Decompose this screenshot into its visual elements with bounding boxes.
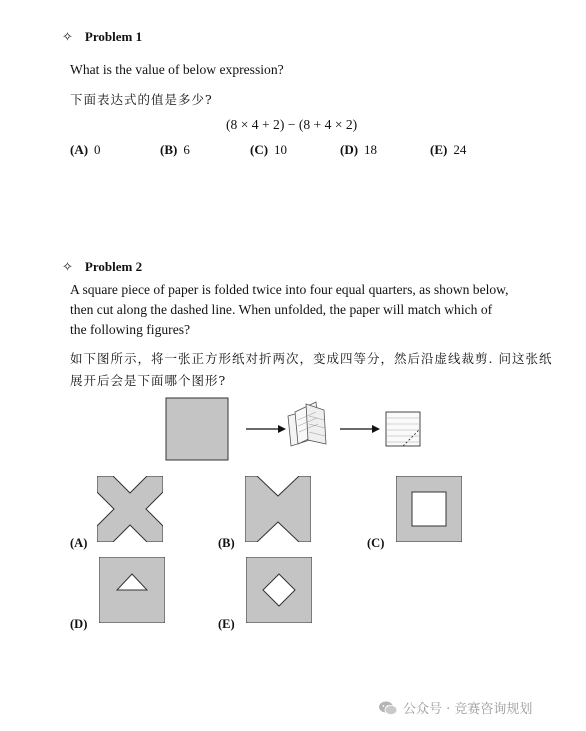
problem-2-question-cn [70, 348, 552, 392]
arrow-right-icon [340, 425, 380, 433]
option-d-figure [99, 557, 165, 623]
option-a-figure [97, 476, 163, 542]
choice-c [250, 142, 287, 158]
choice-c-letter: (C) [250, 142, 269, 157]
option-b-figure [245, 476, 311, 542]
choice-b-value: 6 [183, 142, 190, 157]
choice-e-value: 24 [453, 142, 467, 157]
folding-diagram [160, 394, 450, 464]
choice-b [160, 142, 190, 158]
option-d-label: (D) [70, 617, 88, 631]
question-line-cn: 展开后会是下面哪个图形? [70, 373, 227, 388]
choice-a-letter: (A) [70, 142, 89, 157]
option-e-figure [246, 557, 312, 623]
problem-2-title: Problem 2 [84, 259, 143, 274]
square-hole-shape [396, 476, 462, 542]
triangle-hole-shape [99, 557, 165, 623]
paper-square [166, 398, 228, 460]
question-line: the following figures? [70, 322, 191, 337]
option-a-label: (A) [70, 536, 88, 550]
problem-1-question-cn: 下面表达式的值是多少? [70, 92, 213, 107]
diamond-hole-shape [246, 557, 312, 623]
problem-1-title: Problem 1 [84, 29, 143, 44]
problem-2-header [62, 258, 142, 276]
choice-c-value: 10 [274, 142, 288, 157]
choice-a-value: 0 [94, 142, 101, 157]
folded-paper-icon [288, 402, 326, 446]
choice-d-letter: (D) [340, 142, 359, 157]
question-line: A square piece of paper is folded twice into four equal quarters, as shown below, [70, 282, 509, 297]
diamond-bullet-icon: ✧ [62, 260, 73, 275]
option-c-label: (C) [367, 536, 385, 550]
choice-d [340, 142, 377, 158]
cut-paper-icon [386, 412, 420, 446]
question-line-cn: 如下图所示，将一张正方形纸对折两次，变成四等分，然后沿虚线裁剪. 问这张纸 [70, 351, 553, 366]
diamond-bullet-icon: ✧ [62, 30, 73, 45]
problem-2-question-en [70, 280, 509, 340]
choice-a [70, 142, 101, 158]
watermark [378, 698, 532, 717]
watermark-text: 公众号 · 竞赛咨询规划 [403, 702, 533, 717]
wechat-icon [378, 700, 398, 716]
arrow-right-icon [246, 425, 286, 433]
problem-1-header [62, 28, 142, 46]
option-e-label: (E) [218, 617, 235, 631]
choice-e [430, 142, 466, 158]
choice-b-letter: (B) [160, 142, 178, 157]
option-b-label: (B) [218, 536, 235, 550]
problem-1-expression: (8 × 4 + 2) − (8 + 4 × 2) [226, 117, 358, 132]
option-c-figure [396, 476, 462, 542]
choice-d-value: 18 [364, 142, 378, 157]
bowtie-shape [245, 476, 311, 542]
choice-e-letter: (E) [430, 142, 448, 157]
question-line: then cut along the dashed line. When unfolded, the paper will match which of [70, 302, 493, 317]
problem-1-question-en: What is the value of below expression? [70, 62, 284, 77]
x-shape [97, 476, 163, 542]
